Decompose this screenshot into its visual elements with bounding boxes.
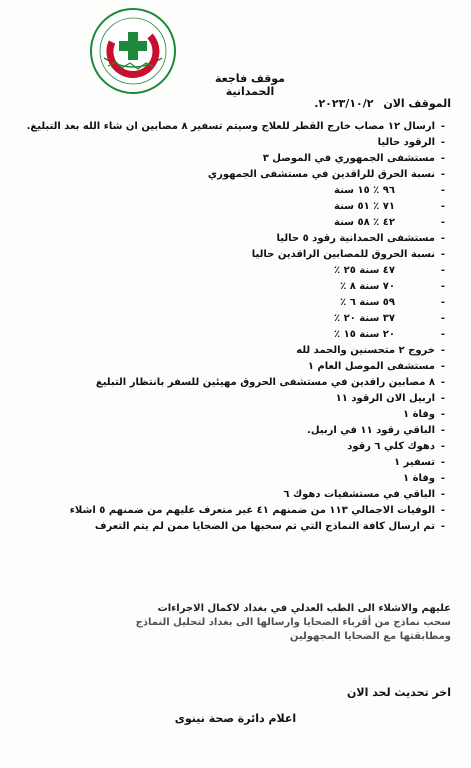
status-date: ٢٠٢٣/١٠/٢. (314, 97, 374, 110)
list-item: - ٧١ ٪ ٥١ سنة (334, 201, 446, 212)
list-item: - ٣٧ سنة ٢٠ ٪ (334, 313, 446, 324)
list-item: - ٧٠ سنة ٨ ٪ (340, 281, 446, 292)
list-item: - ٢٠ سنة ١٥ ٪ (334, 329, 446, 340)
list-item: - وفاة ١ (402, 473, 446, 484)
status-line (314, 97, 451, 110)
list-item: - مستشفى الحمدانية رقود ٥ حاليا (276, 233, 446, 244)
note-line: سحب نماذج من أقرباء الضحايا وارسالها الى بغداد لتحليل النماذج (135, 617, 451, 628)
list-item: - خروج ٢ متحسنين والحمد لله (296, 345, 446, 356)
status-list (12, 120, 451, 536)
list-item: - وفاة ١ (402, 409, 446, 420)
list-item: - مستشفى الجمهوري في الموصل ٣ (262, 153, 446, 164)
list-item: - ٥٩ سنة ٦ ٪ (340, 297, 446, 308)
list-item: - ارسال ١٢ مصاب خارج القطر للعلاج وسيتم تسفير ٨ مصابين ان شاء الله بعد التبليغ. (26, 121, 446, 132)
list-item: - مستشفى الموصل العام ١ (307, 361, 446, 372)
list-item: - الوفيات الاجمالي ١١٣ من ضمنهم ٤١ غير متعرف عليهم من ضمنهم ٥ اشلاء (69, 505, 446, 516)
signature: اعلام دائرة صحة نينوى (174, 712, 297, 725)
note-line: ومطابقتها مع الضحايا المجهولين (289, 631, 451, 642)
list-item: - ٨ مصابين راقدين في مستشفى الحروق مهيئين للسفر بانتظار التبليغ (95, 377, 446, 388)
list-item: - الباقي في مستشفيات دهوك ٦ (283, 489, 446, 500)
status-label: الموقف الان (383, 97, 451, 110)
list-item: - ٤٢ ٪ ٥٨ سنة (334, 217, 446, 228)
list-item: - الباقي رقود ١١ في اربيل. (307, 425, 446, 436)
note-paragraph (12, 602, 451, 644)
list-item: - تم ارسال كافة النماذج التي تم سحبها من الضحايا ممن لم يتم التعرف (94, 521, 446, 532)
health-directorate-logo (88, 6, 178, 96)
last-update-text: اخر تحديث لحد الان (347, 686, 451, 699)
document-title: موقف فاجعة الحمدانية (215, 72, 285, 98)
note-line: عليهم والاشلاء الى الطب العدلي في بغداد لاكمال الاجراءات (157, 603, 451, 614)
list-item: - تسفير ١ (393, 457, 446, 468)
list-item: - ٩٦ ٪ ١٥ سنة (334, 185, 446, 196)
list-item: - الرقود حاليا (377, 137, 446, 148)
list-item: - نسبة الحروق للمصابين الراقدين حاليا (251, 249, 446, 260)
list-item: - دهوك كلي ٦ رقود (347, 441, 446, 452)
list-item: - نسبة الحرق للراقدين في مستشفى الجمهوري (207, 169, 446, 180)
list-item: - ٤٧ سنة ٢٥ ٪ (334, 265, 446, 276)
list-item: - اربيل الان الرقود ١١ (335, 393, 446, 404)
